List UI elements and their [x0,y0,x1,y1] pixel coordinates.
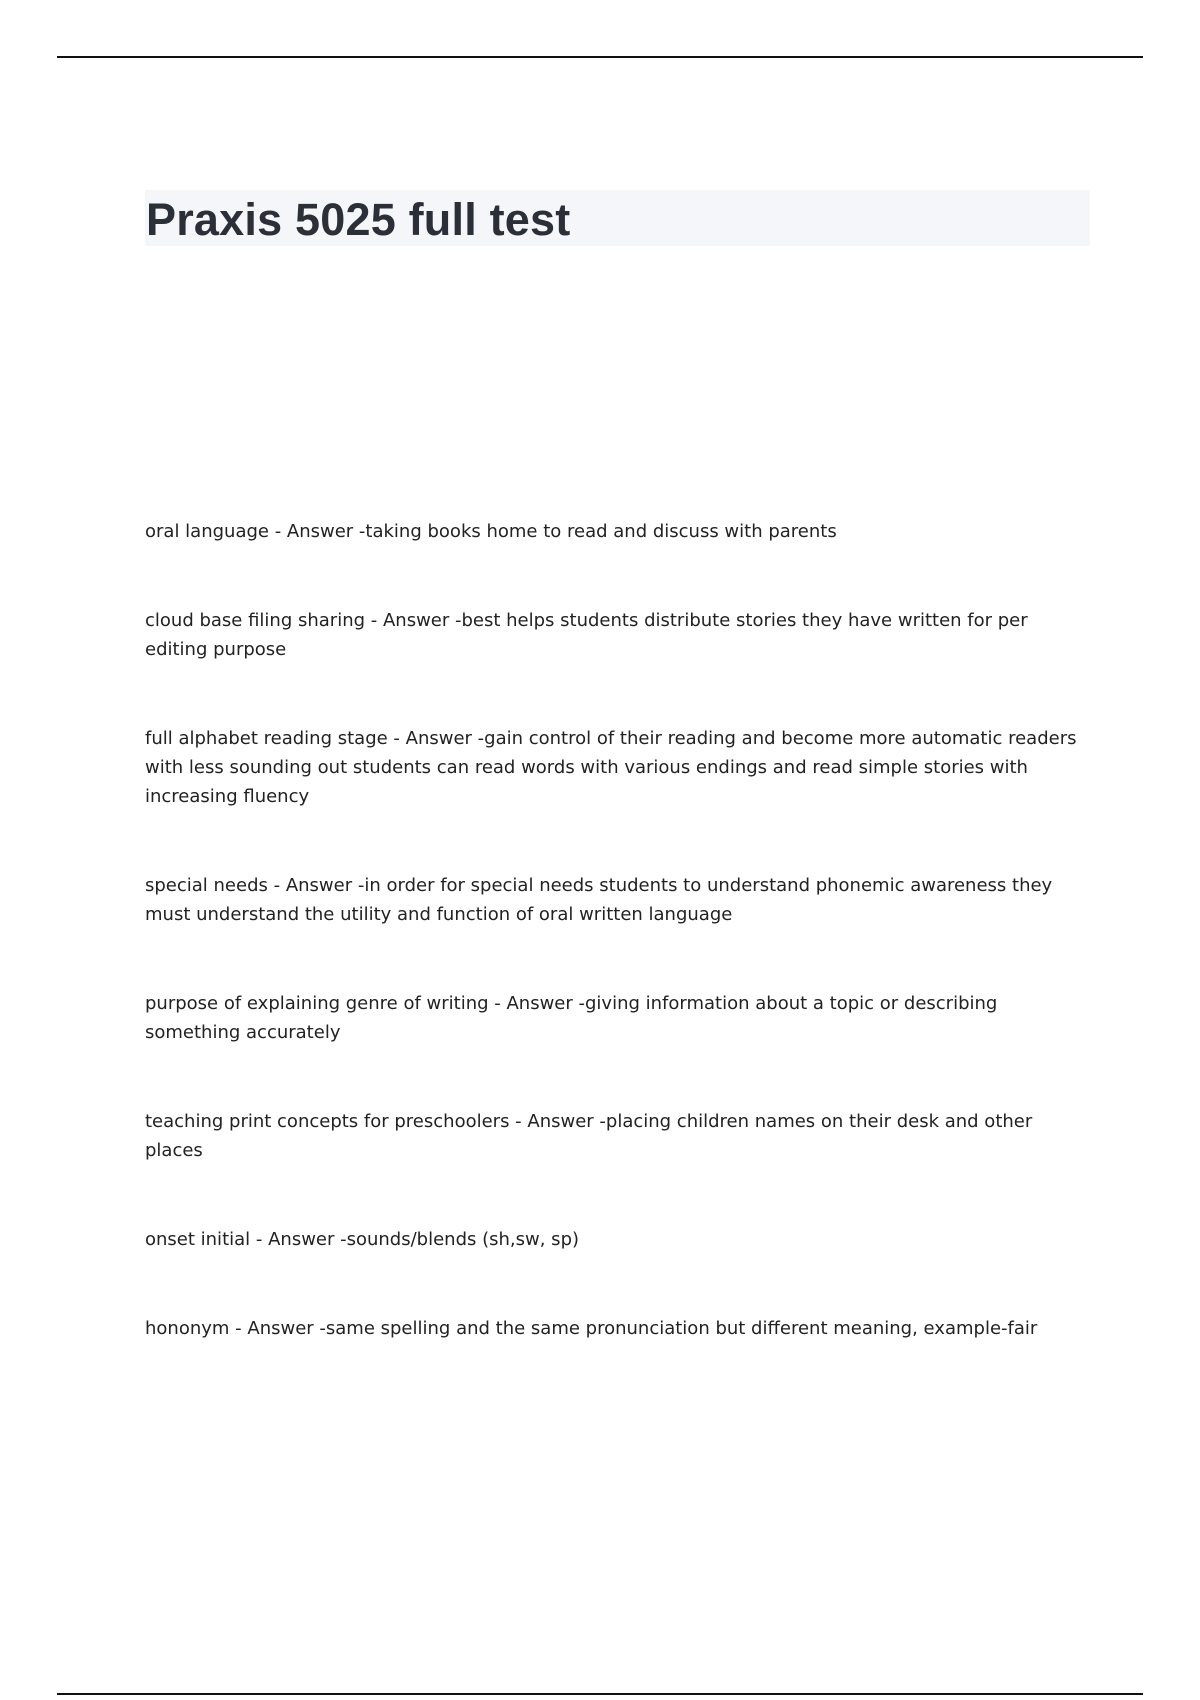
list-item: special needs - Answer -in order for special needs students to understand phonemic awareness they must understand the utility and function of oral written language [145,875,1053,925]
footer-rule [57,1693,1143,1695]
list-item: cloud base filing sharing - Answer -best helps students distribute stories they have written for per editing purpose [145,610,1028,660]
list-item: onset initial - Answer -sounds/blends (sh,sw, sp) [145,1229,580,1250]
list-item: full alphabet reading stage - Answer -gain control of their reading and become more automatic readers with less sounding out students can read words with various endings and read simple stories with increasing fluency [145,728,1077,807]
list-item: teaching print concepts for preschoolers - Answer -placing children names on their desk and other places [145,1111,1033,1161]
list-item: purpose of explaining genre of writing - Answer -giving information about a topic or describing something accurately [145,993,998,1043]
header-rule [57,56,1143,58]
qa-list [145,517,1095,1403]
list-item: hononym - Answer -same spelling and the same pronunciation but different meaning, example-fair [145,1318,1038,1339]
list-item: oral language - Answer -taking books home to read and discuss with parents [145,521,837,542]
page-title: Praxis 5025 full test [146,194,571,245]
